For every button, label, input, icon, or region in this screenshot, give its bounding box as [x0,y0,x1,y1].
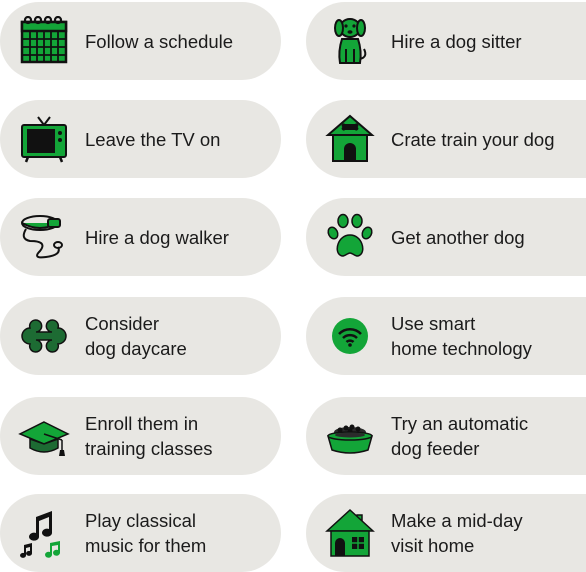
tip-label: Consider dog daycare [85,313,187,359]
tip-another-dog [306,198,586,276]
dog-icon [324,16,376,66]
tip-label: Enroll them in training classes [85,413,213,459]
leash-icon [18,212,70,262]
tip-hire-sitter [306,2,586,80]
tip-label: Hire a dog walker [85,226,229,248]
tip-label: Hire a dog sitter [391,30,522,52]
house-icon [324,508,376,558]
tip-label: Play classical music for them [85,510,207,556]
tip-label: Use smart home technology [391,313,532,359]
tip-hire-walker [0,198,281,276]
bone-icon [18,311,70,361]
tip-visit-home [306,494,586,572]
tip-label: Leave the TV on [85,128,221,150]
dog-bowl-icon [324,411,376,461]
tip-training [0,397,281,475]
calendar-icon [18,16,70,66]
tip-label: Follow a schedule [85,30,234,52]
music-notes-icon [18,508,70,558]
tip-follow-schedule [0,2,281,80]
wifi-icon [324,311,376,361]
tv-icon [18,114,70,164]
tip-crate-train [306,100,586,178]
tip-label: Try an automatic dog feeder [391,413,529,459]
tip-daycare [0,297,281,375]
tip-leave-tv [0,100,281,178]
tip-smart-home [306,297,586,375]
tip-label: Crate train your dog [391,128,555,150]
tip-label: Make a mid-day visit home [391,510,523,556]
tip-feeder [306,397,586,475]
tip-label: Get another dog [391,226,525,248]
graduation-cap-icon [18,411,70,461]
dog-house-icon [324,114,376,164]
tip-music [0,494,281,572]
paw-icon [324,212,376,262]
